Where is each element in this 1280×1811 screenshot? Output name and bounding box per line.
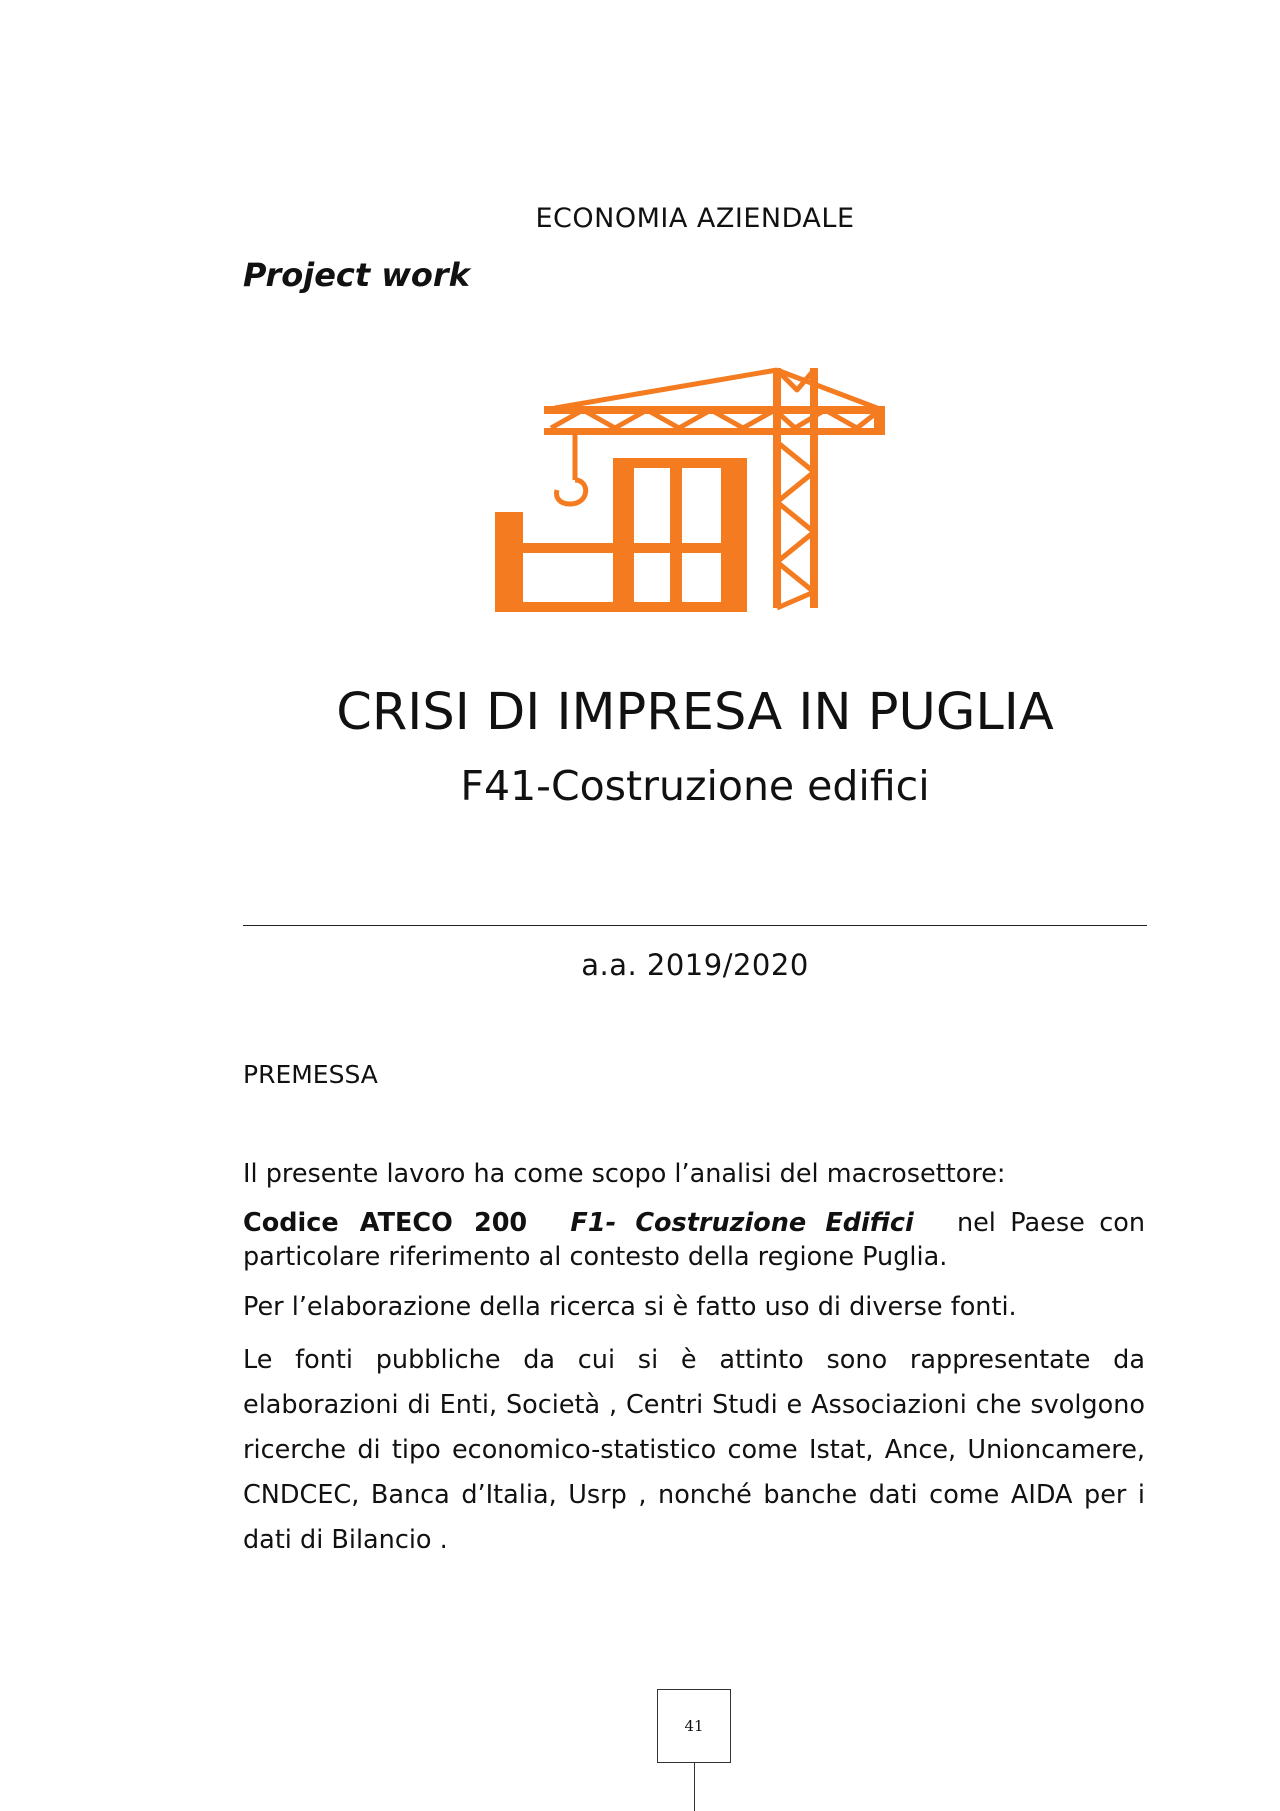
document-title: CRISI DI IMPRESA IN PUGLIA	[336, 683, 1054, 742]
body-paragraph-1: Il presente lavoro ha come scopo l’analisi del macrosettore:	[243, 1159, 1006, 1189]
page-number: 41	[657, 1689, 731, 1763]
construction-crane-icon	[495, 362, 900, 614]
subject-heading: ECONOMIA AZIENDALE	[535, 203, 855, 234]
body-paragraph-2	[243, 1206, 1145, 1274]
page-number-connector	[694, 1763, 695, 1811]
project-work-label: Project work	[243, 256, 470, 294]
document-subtitle: F41-Costruzione edifici	[460, 762, 930, 810]
academic-year: a.a. 2019/2020	[581, 948, 809, 982]
sector-name: F1- Costruzione Edifici	[570, 1208, 914, 1238]
ateco-code-label: Codice ATECO 200	[243, 1208, 528, 1238]
section-heading: PREMESSA	[243, 1060, 378, 1089]
body-paragraph-3: Per l’elaborazione della ricerca si è fatto uso di diverse fonti.	[243, 1292, 1017, 1322]
paragraph-2-text: nel Paese con particolare riferimento al contesto della regione Puglia.	[243, 1208, 1145, 1272]
horizontal-divider	[243, 925, 1147, 926]
body-paragraph-4: Le fonti pubbliche da cui si è attinto sono rappresentate da elaborazioni di Enti, Società , Centri Studi e Associazioni che svolgono ricerche di tipo economico-statistico come Istat, Ance, Unioncamere, CNDCEC, Banca d’Italia, Usrp , nonché banche dati come AIDA per i dati di Bilancio .	[243, 1345, 1145, 1555]
